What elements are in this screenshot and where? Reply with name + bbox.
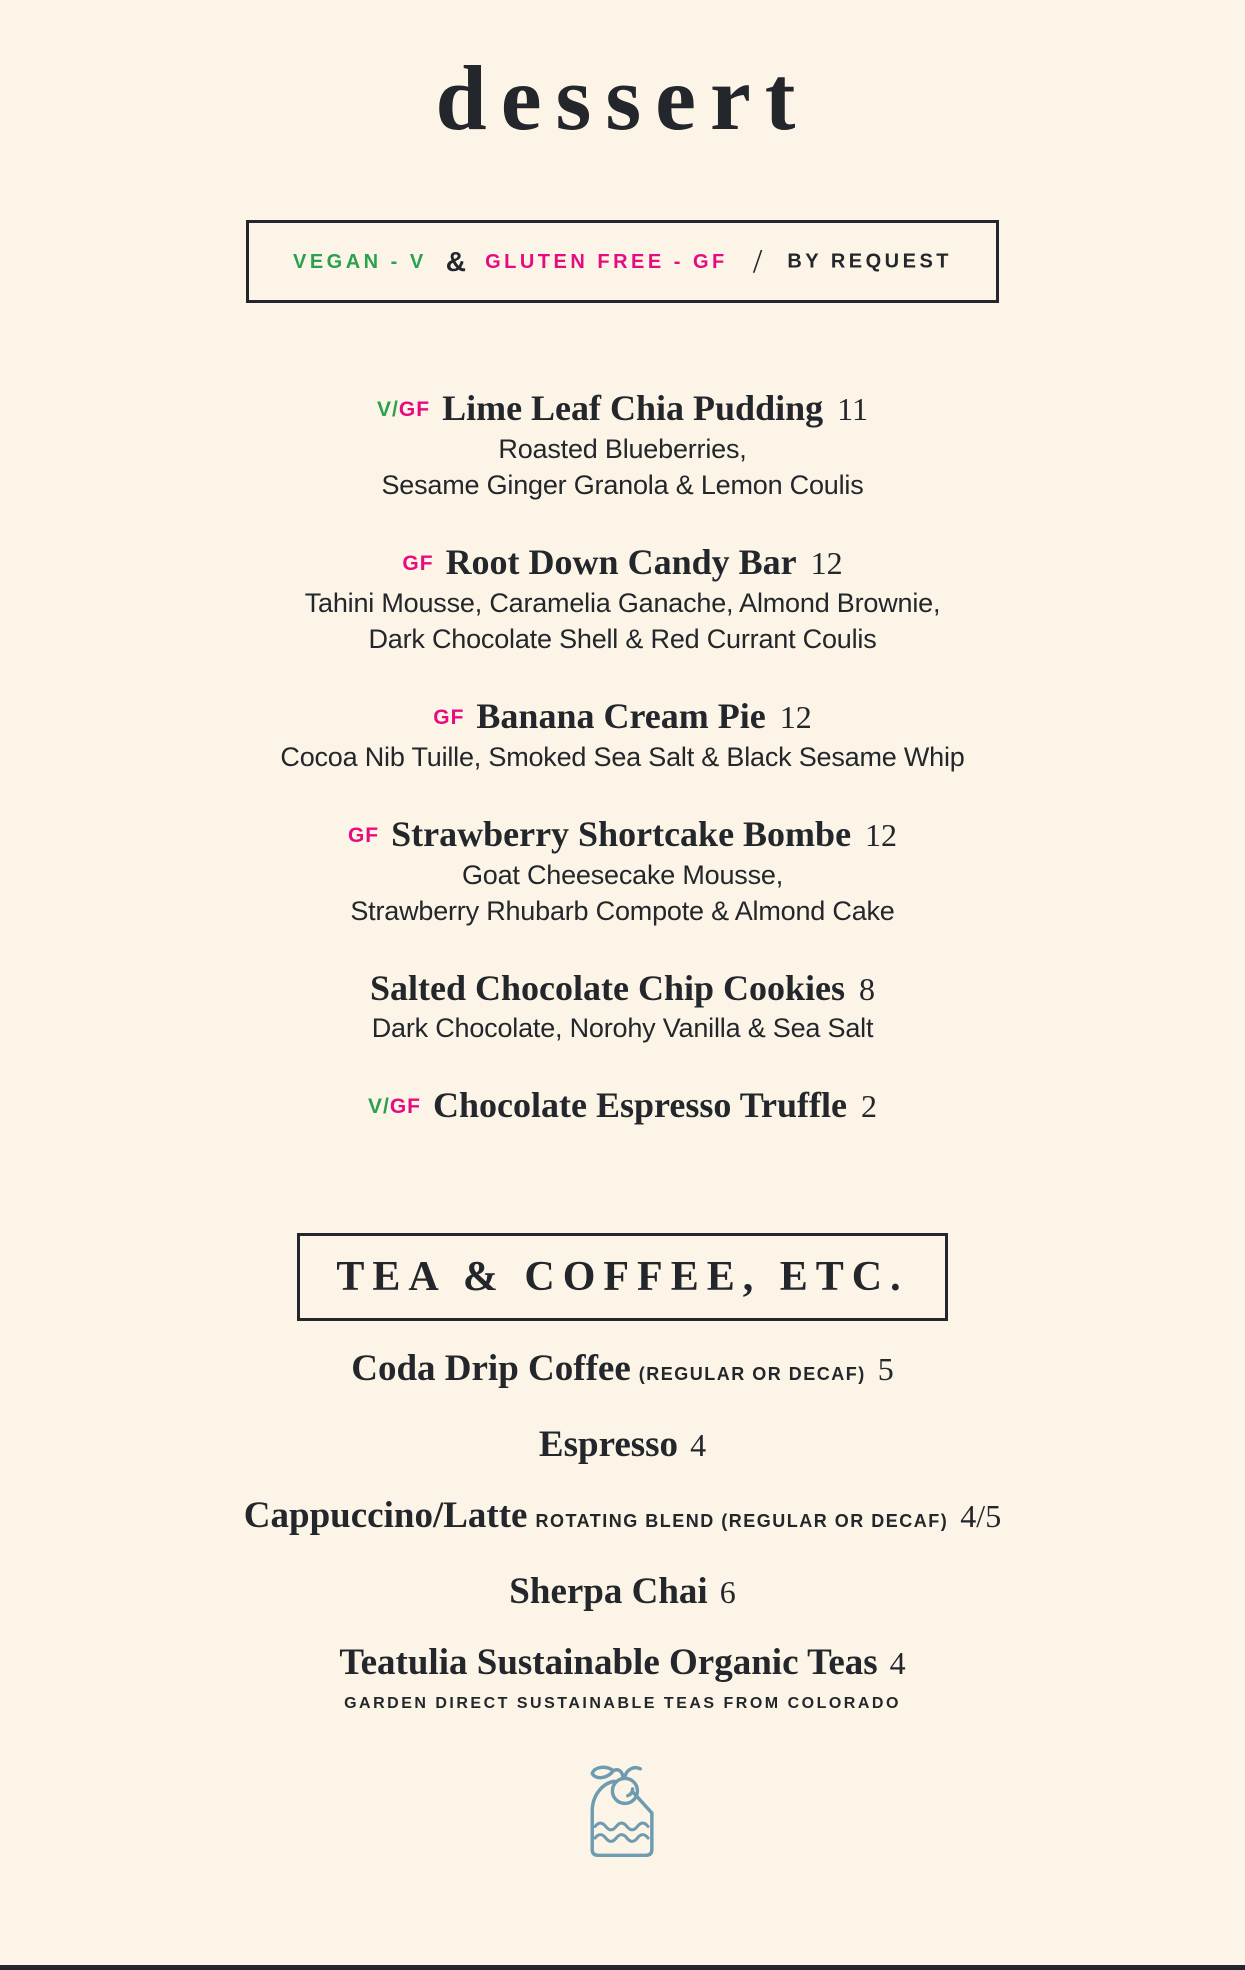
item-name: Lime Leaf Chia Pudding bbox=[442, 387, 824, 428]
dietary-legend-box bbox=[246, 220, 999, 303]
item-price: 12 bbox=[865, 816, 898, 853]
item-price: 2 bbox=[861, 1087, 877, 1124]
tea-coffee-item-list bbox=[0, 1346, 1245, 1713]
vegan-tag: V/ bbox=[377, 397, 399, 421]
item-price: 4/5 bbox=[960, 1497, 1002, 1534]
tea-coffee-item bbox=[0, 1493, 1245, 1544]
item-description-line: Cocoa Nib Tuille, Smoked Sea Salt & Black Sesame Whip bbox=[280, 741, 965, 772]
item-heading bbox=[0, 387, 1245, 431]
item-heading bbox=[0, 1084, 1245, 1128]
dessert-item bbox=[0, 967, 1245, 1046]
item-description-line: Tahini Mousse, Caramelia Ganache, Almond Brownie, bbox=[304, 587, 941, 618]
item-price: 6 bbox=[719, 1573, 736, 1610]
dessert-menu-page bbox=[0, 47, 1245, 1868]
item-heading bbox=[0, 695, 1245, 739]
item-description-line: Roasted Blueberries, bbox=[498, 433, 747, 464]
item-name: Sherpa Chai bbox=[509, 1570, 708, 1612]
bottom-bar bbox=[0, 1965, 1245, 1970]
item-note: (REGULAR OR DECAF) bbox=[638, 1363, 866, 1384]
dessert-item-list bbox=[0, 387, 1245, 1128]
item-heading bbox=[0, 541, 1245, 585]
item-price: 12 bbox=[810, 544, 843, 581]
vegan-tag: V/ bbox=[368, 1094, 390, 1118]
legend-ampersand: & bbox=[445, 245, 467, 277]
item-name: Root Down Candy Bar bbox=[445, 541, 797, 582]
item-price: 5 bbox=[877, 1350, 894, 1387]
gluten-free-tag: GF bbox=[433, 705, 465, 729]
gluten-free-tag: GF bbox=[389, 1094, 422, 1118]
gluten-free-tag: GF bbox=[398, 397, 431, 421]
item-price: 12 bbox=[779, 698, 812, 735]
item-price: 4 bbox=[690, 1426, 707, 1463]
tea-coffee-heading: TEA & COFFEE, ETC. bbox=[336, 1253, 909, 1300]
tea-coffee-item-line bbox=[0, 1346, 1245, 1397]
dessert-item bbox=[0, 387, 1245, 503]
item-name: Banana Cream Pie bbox=[476, 695, 766, 736]
item-price: 4 bbox=[889, 1644, 906, 1681]
item-name: Teatulia Sustainable Organic Teas bbox=[339, 1641, 878, 1683]
tea-coffee-item bbox=[0, 1640, 1245, 1713]
tea-coffee-item-line bbox=[0, 1422, 1245, 1468]
tea-coffee-item bbox=[0, 1346, 1245, 1397]
item-name: Espresso bbox=[538, 1423, 679, 1465]
item-description-line: Dark Chocolate Shell & Red Currant Coulis bbox=[368, 623, 877, 654]
item-heading bbox=[0, 813, 1245, 857]
item-price: 11 bbox=[837, 390, 868, 427]
item-description-line: Sesame Ginger Granola & Lemon Coulis bbox=[381, 469, 864, 500]
legend-vegan-label: VEGAN - V bbox=[292, 250, 427, 273]
dessert-item bbox=[0, 541, 1245, 657]
item-name: Chocolate Espresso Truffle bbox=[433, 1084, 847, 1125]
item-heading bbox=[0, 967, 1245, 1010]
item-price: 8 bbox=[859, 970, 876, 1007]
dessert-item bbox=[0, 695, 1245, 775]
dessert-item bbox=[0, 813, 1245, 929]
footer bbox=[0, 1763, 1245, 1868]
item-name: Coda Drip Coffee bbox=[351, 1347, 631, 1389]
legend-slash: / bbox=[752, 242, 763, 280]
item-name: Cappuccino/Latte bbox=[243, 1494, 528, 1536]
tea-coffee-item bbox=[0, 1422, 1245, 1468]
legend-gluten-free-label: GLUTEN FREE - GF bbox=[485, 250, 728, 273]
item-subtext: GARDEN DIRECT SUSTAINABLE TEAS FROM COLORADO bbox=[344, 1694, 901, 1712]
legend-by-request-label: BY REQUEST bbox=[787, 250, 953, 273]
item-note: ROTATING BLEND (REGULAR OR DECAF) bbox=[535, 1510, 949, 1531]
item-name: Salted Chocolate Chip Cookies bbox=[369, 967, 846, 1008]
tea-coffee-item-line bbox=[0, 1640, 1245, 1686]
dessert-item bbox=[0, 1084, 1245, 1128]
page-title: dessert bbox=[435, 47, 810, 149]
item-description-line: Goat Cheesecake Mousse, bbox=[461, 859, 784, 890]
item-description-line: Strawberry Rhubarb Compote & Almond Cake bbox=[350, 895, 895, 926]
gluten-free-tag: GF bbox=[347, 823, 380, 847]
tea-coffee-heading-box bbox=[297, 1233, 947, 1321]
tea-coffee-item-line bbox=[0, 1569, 1245, 1615]
gluten-free-tag: GF bbox=[402, 551, 434, 575]
tea-coffee-item bbox=[0, 1569, 1245, 1615]
item-name: Strawberry Shortcake Bombe bbox=[391, 813, 852, 854]
tea-coffee-item-line bbox=[0, 1493, 1245, 1544]
cake-slice-icon bbox=[582, 1763, 664, 1863]
item-description-line: Dark Chocolate, Norohy Vanilla & Sea Salt bbox=[371, 1012, 874, 1043]
